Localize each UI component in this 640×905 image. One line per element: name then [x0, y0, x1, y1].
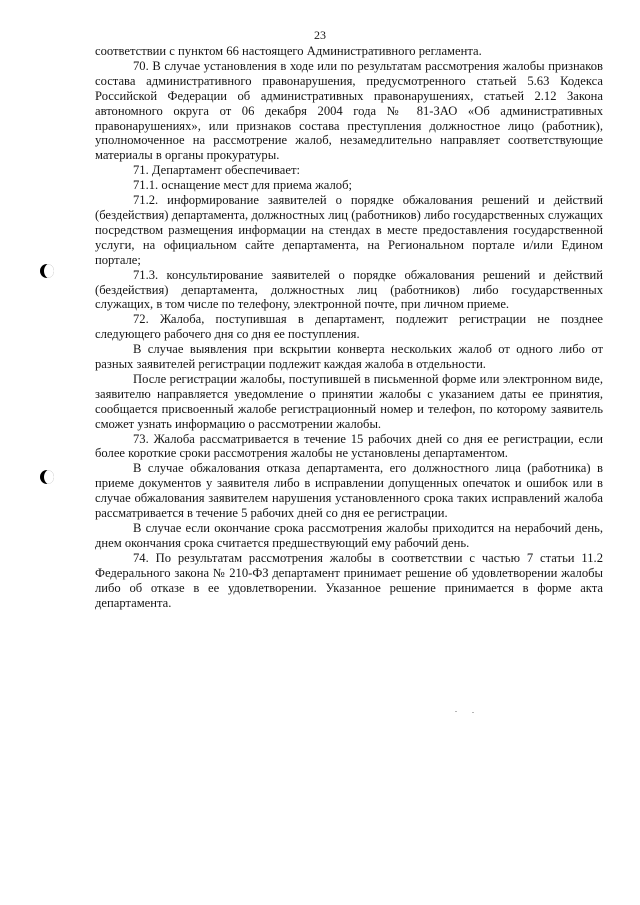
paragraph-71-1: 71.1. оснащение мест для приема жалоб; — [133, 178, 352, 193]
paragraph-74: 74. По результатам рассмотрения жалобы в соответствии с частью 7 статьи 11.2 Федерального закона № 210-ФЗ департамент принимает решение об удовлетворении жалобы либо об отказе в ее удовлетворении. Указанное решение принимается в форме акта департамента. — [95, 550, 603, 610]
scan-artifact — [455, 711, 457, 712]
paragraph-73-refusal-appeal: В случае обжалования отказа департамента, его должностного лица (работника) в приеме документов у заявителя либо в исправлении допущенных опечаток и ошибок или в случае обжалования заявителем нарушения установленного срока таких исправлений жалоба рассматривается в течение 5 рабочих дней со дня ее регистрации. — [95, 461, 603, 521]
paragraph-71-2: 71.2. информирование заявителей о порядке обжалования решений и действий (бездействия) департамента, должностных лиц (работников) либо государственных служащих посредством размещения информации на стендах в месте предоставления государственной услуги, на официальном сайте департамента, на Региональном портале и/или Едином портале; — [95, 193, 603, 267]
scan-artifact — [472, 712, 474, 713]
paragraph-72-multiple-complaints: В случае выявления при вскрытии конверта нескольких жалоб от одного либо от разных заявителей регистрации подлежит каждая жалоба в отдельности. — [95, 342, 603, 372]
paragraph-73-nonworking-day: В случае если окончание срока рассмотрения жалобы приходится на нерабочий день, днем окончания срока считается предшествующий ему рабочий день. — [95, 521, 603, 550]
page-number: 23 — [314, 28, 326, 42]
punch-hole-mark — [40, 264, 54, 278]
paragraph-73: 73. Жалоба рассматривается в течение 15 рабочих дней со дня ее регистрации, если более короткие сроки рассмотрения жалобы не установлены департаментом. — [95, 431, 603, 461]
paragraph-71: 71. Департамент обеспечивает: — [133, 163, 300, 178]
paragraph-71-3: 71.3. консультирование заявителей о порядке обжалования решений и действий (бездействия) департамента, должностных лиц (работников) либо государственных служащих, в том числе по телефону, электронной почте, при личном приеме. — [95, 267, 603, 312]
paragraph-72: 72. Жалоба, поступившая в департамент, подлежит регистрации не позднее следующего рабочего дня со дня ее поступления. — [95, 312, 603, 342]
paragraph-70: 70. В случае установления в ходе или по результатам рассмотрения жалобы признаков состава административного правонарушения, предусмотренного статьей 5.63 Кодекса Российской Федерации об административных правонарушениях, статьей 2.12 Закона автономного округа от 06 декабря 2004 года № 81-ЗАО «Об административных правонарушениях», или признаков состава преступления должностное лицо (работник), уполномоченное на рассмотрение жалоб, незамедлительно направляет соответствующие материалы в органы прокуратуры. — [95, 58, 603, 163]
paragraph-72-notification: После регистрации жалобы, поступившей в письменной форме или электронном виде, заявителю направляется уведомление о принятии жалобы с указанием даты ее принятия, сообщается присвоенный жалобе регистрационный номер и телефон, по которому заявитель сможет узнать информацию о рассмотрении жалобы. — [95, 371, 603, 431]
punch-hole-mark — [40, 470, 54, 484]
document-body — [95, 44, 603, 610]
paragraph-continuation: соответствии с пунктом 66 настоящего Административного регламента. — [95, 44, 482, 58]
